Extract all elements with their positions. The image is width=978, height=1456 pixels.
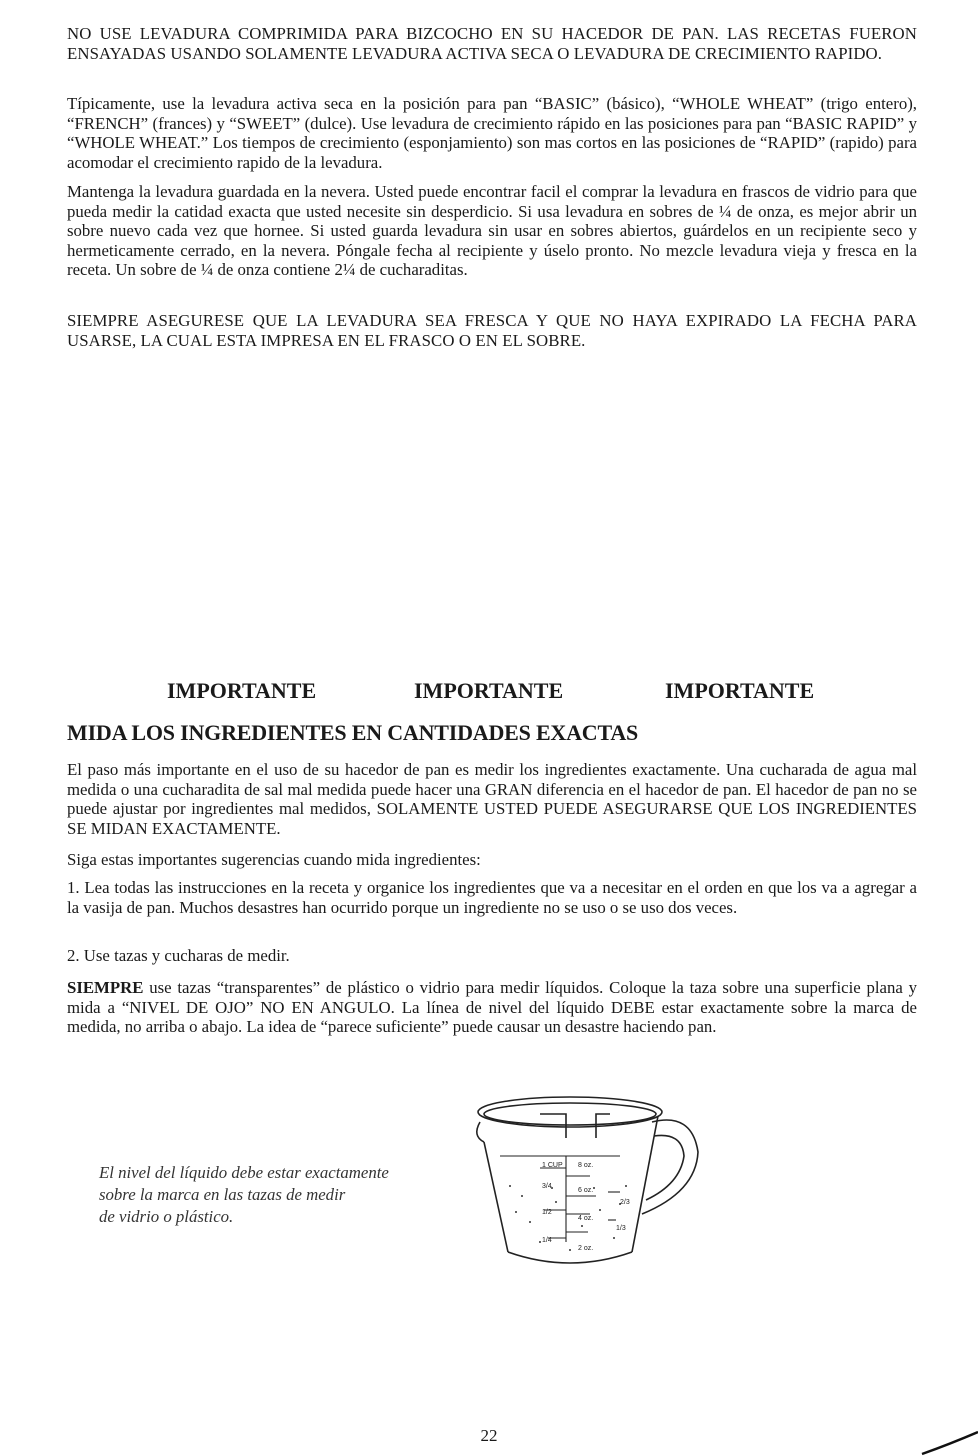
intro-paragraph-yeast-storage: Mantenga la levadura guardada en la nevera. Usted puede encontrar facil el comprar la levadura en frascos de vidrio para que pueda medir la catidad exacta que usted necesite sin desperdicio. Si usa levadura en sobres de ¼ de onza, es mejor abrir un sobre nuevo cada vez que hornee. Si usted guarda levadura sin usar en sobres abiertos, guárdelos en un recipiente seco y hermeticamente cerrado, en la nevera. Póngale fecha al recipiente y úselo pronto. No mezcle levadura vieja y fresca en la receta. Un sobre de ¼ de onza contiene 2¼ de cucharaditas.	[67, 182, 917, 279]
cup-label-1-2: 1/2	[542, 1209, 552, 1216]
intro-paragraph-yeast-warning: NO USE LEVADURA COMPRIMIDA PARA BIZCOCHO EN SU HACEDOR DE PAN. LAS RECETAS FUERON ENSAYADAS USANDO SOLAMENTE LEVADURA ACTIVA SECA O LEVADURA DE CRECIMIENTO RAPIDO.	[67, 24, 917, 63]
cup-label-8-oz: 8 oz.	[578, 1162, 594, 1169]
intro-paragraph-yeast-settings: Típicamente, use la levadura activa seca en la posición para pan “BASIC” (básico), “WHOLE WHEAT” (trigo entero), “FRENCH” (frances) y “SWEET” (dulce). Use levadura de crecimiento rápido en las posiciones para pan “BASIC RAPID” y “WHOLE WHEAT.” Los tiempos de crecimiento (esponjamiento) son mas cortos en las posiciones de “RAPID” (rapido) para acomodar el crecimiento rapido de la levadura.	[67, 94, 917, 172]
page-number: 22	[480, 1426, 498, 1445]
scan-corner-mark	[920, 1418, 978, 1456]
body-paragraph-measure: El paso más importante en el uso de su hacedor de pan es medir los ingredientes exactamente. Una cucharada de agua mal medida o una cucharadita de sal mal medida puede hacer una GRAN diferencia en el hacedor de pan. El hacedor de pan no se puede ajustar por ingredientes mal medidos, SOLAMENTE USTED PUEDE ASEGURARSE QUE LOS INGREDIENTES SE MIDAN EXACTAMENTE.	[67, 760, 917, 838]
cup-label-1-4: 1/4	[542, 1237, 552, 1244]
importante-label: IMPORTANTE	[665, 678, 815, 703]
body-paragraph-siempre	[67, 978, 917, 1037]
importante-banner	[0, 678, 978, 706]
cup-caption	[99, 1162, 459, 1228]
section-heading: MIDA LOS INGREDIENTES EN CANTIDADES EXACTAS	[67, 720, 639, 745]
body-paragraph-suggestions: Siga estas importantes sugerencias cuando mida ingredientes:	[67, 850, 481, 869]
caption-line: El nivel del líquido debe estar exactamente	[99, 1163, 389, 1182]
body-paragraph-step-1: 1. Lea todas las instrucciones en la receta y organice los ingredientes que va a necesitar en el orden en que los va a agregar a la vasija de pan. Muchos desastres han ocurrido porque un ingrediente no se uso o se uso dos veces.	[67, 878, 917, 917]
siempre-rest: use tazas “transparentes” de plástico o vidrio para medir líquidos. Coloque la taza sobre una superficie plana y mida a “NIVEL DE OJO” NO EN ANGULO. La línea de nivel del líquido DEBE estar exactamente sobre la marca de medida, no arriba o abajo. La idea de “parece suficiente” puede causar un desastre haciendo pan.	[67, 978, 917, 1036]
measuring-cup-illustration	[470, 1092, 710, 1272]
caption-line: de vidrio o plástico.	[99, 1207, 234, 1226]
cup-label-1-3: 1/3	[616, 1225, 626, 1232]
cup-outline	[477, 1097, 698, 1263]
cup-label-2-oz: 2 oz.	[578, 1245, 594, 1252]
cup-liquid-dots	[509, 1185, 627, 1251]
importante-label: IMPORTANTE	[414, 678, 564, 703]
importante-label: IMPORTANTE	[167, 678, 317, 703]
cup-label-1-cup: 1 CUP	[542, 1162, 563, 1169]
cup-label-6-oz: 6 oz.	[578, 1187, 594, 1194]
caption-line: sobre la marca en las tazas de medir	[99, 1185, 346, 1204]
body-paragraph-step-2: 2. Use tazas y cucharas de medir.	[67, 946, 290, 965]
siempre-bold: SIEMPRE	[67, 978, 144, 997]
intro-paragraph-yeast-freshness: SIEMPRE ASEGURESE QUE LA LEVADURA SEA FRESCA Y QUE NO HAYA EXPIRADO LA FECHA PARA USARSE, LA CUAL ESTA IMPRESA EN EL FRASCO O EN EL SOBRE.	[67, 311, 917, 350]
cup-label-4-oz: 4 oz.	[578, 1215, 594, 1222]
cup-label-2-3: 2/3	[620, 1199, 630, 1206]
cup-label-3-4: 3/4	[542, 1183, 552, 1190]
